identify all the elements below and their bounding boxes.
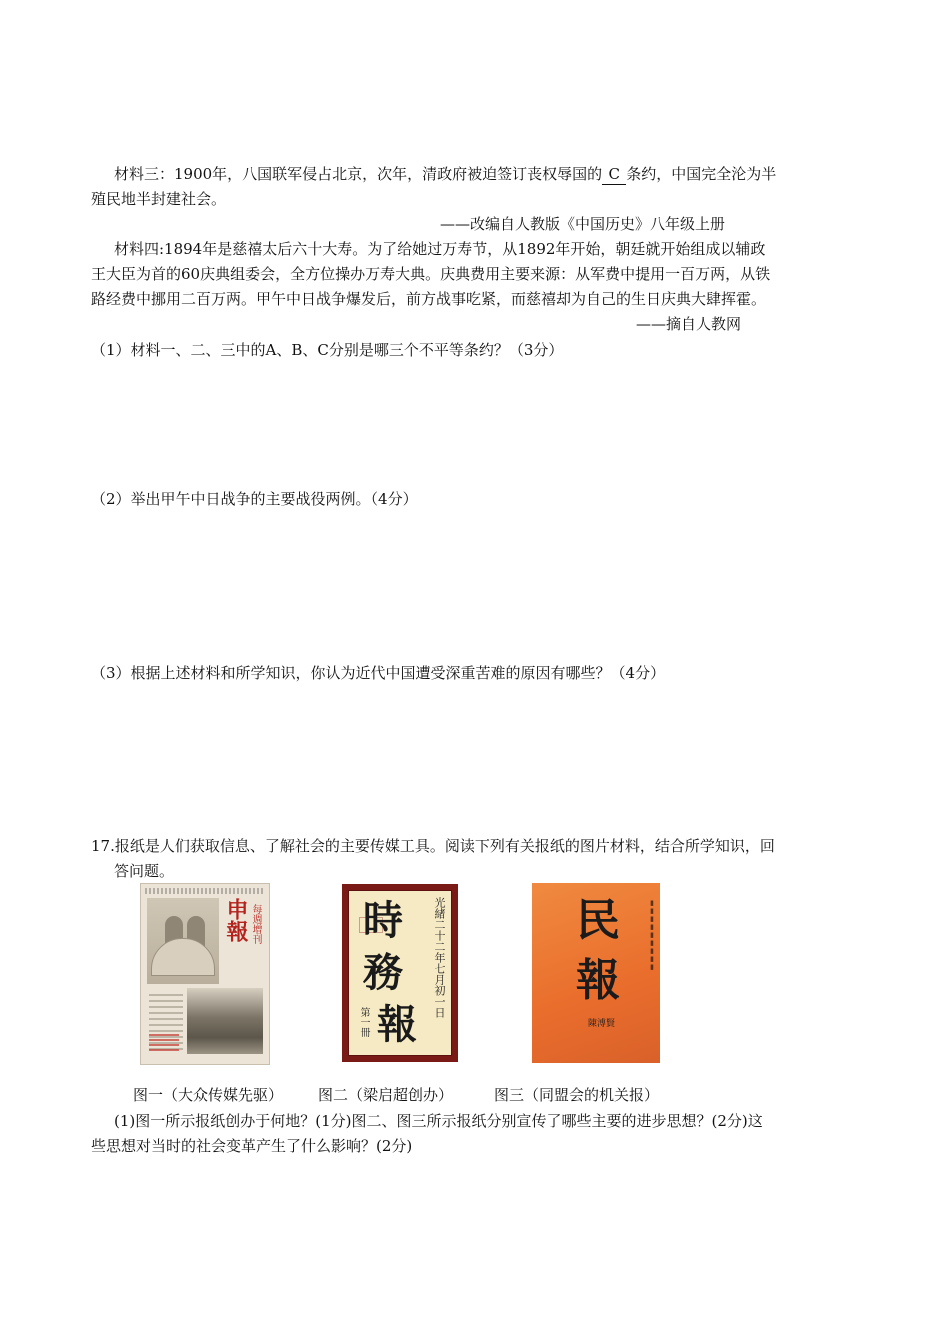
question-3: （3）根据上述材料和所学知识，你认为近代中国遭受深重苦难的原因有哪些？（4分）	[91, 664, 666, 682]
question-1: （1）材料一、二、三中的A、B、C分别是哪三个不平等条约？（3分）	[91, 341, 564, 359]
caption-figure-2: 图二（梁启超创办）	[318, 1086, 454, 1104]
material3-source: ——改编自人教版《中国历史》八年级上册	[440, 215, 726, 233]
question-2: （2）举出甲午中日战争的主要战役两例。（4分）	[91, 490, 418, 508]
material3-text-b: 条约，中国完全沦为半	[626, 165, 777, 183]
caption-figure-3: 图三（同盟会的机关报）	[494, 1086, 660, 1104]
q17-line2: 答问题。	[114, 862, 175, 880]
caption-figure-1: 图一（大众传媒先驱）	[133, 1086, 284, 1104]
minbao-edge-text: ▮▮▮▮▮▮▮▮▮	[648, 899, 656, 971]
q17-sub1-line1: (1)图一所示报纸创办于何地？(1分)图二、图三所示报纸分别宣传了哪些主要的进步思想？(2分)这	[114, 1112, 763, 1130]
minbao-char-2: 報	[576, 955, 620, 1006]
masthead-band	[145, 888, 263, 894]
material4-line2: 王大臣为首的60庆典组委会，全方位操办万寿大典。庆典费用主要来源：从军费中提用一百万两，从铁	[91, 265, 771, 283]
minbao-char-1: 民	[576, 895, 620, 946]
material3-text-a: 材料三：1900年，八国联军侵占北京，次年，清政府被迫签订丧权辱国的	[114, 165, 603, 183]
shiwubao-char-1: 時	[363, 897, 403, 944]
shiwubao-cover	[348, 890, 452, 1056]
shiwubao-char-3: 報	[377, 1001, 417, 1048]
shiwubao-newspaper-image	[342, 884, 458, 1062]
shiwubao-date: 光緒二十二年七月初一日	[433, 897, 446, 1018]
material4-source: ——摘自人教网	[636, 315, 742, 333]
material3-line1	[114, 164, 776, 185]
q17-line1: 17.报纸是人们获取信息、了解社会的主要传媒工具。阅读下列有关报纸的图片材料，结合所学知识，回	[91, 837, 775, 855]
minbao-newspaper-image	[532, 883, 660, 1063]
material4-line3: 路经费中挪用二百万两。甲午中日战争爆发后，前方战事吃紧，而慈禧却为自己的生日庆典大肆挥霍。	[91, 290, 767, 308]
shiwubao-issue: 第一冊	[358, 1007, 369, 1037]
shenbao-newspaper-image	[140, 883, 270, 1065]
q17-sub1-line2: 些思想对当时的社会变革产生了什么影响？(2分)	[91, 1137, 413, 1155]
shenbao-title: 申報	[223, 898, 249, 942]
blank-answer: C	[602, 164, 626, 185]
shiwubao-char-2: 務	[363, 949, 403, 996]
red-text-block	[149, 1034, 179, 1052]
material4-line1: 材料四:1894年是慈禧太后六十大寿。为了给她过万寿节，从1892年开始，朝廷就开始组成以辅政	[114, 240, 766, 258]
shenbao-subtitle: 每週增刊	[250, 904, 261, 944]
material3-line2: 殖民地半封建社会。	[91, 190, 227, 208]
minbao-author: 陳溥賢	[588, 1019, 616, 1029]
building-photo	[187, 988, 263, 1054]
